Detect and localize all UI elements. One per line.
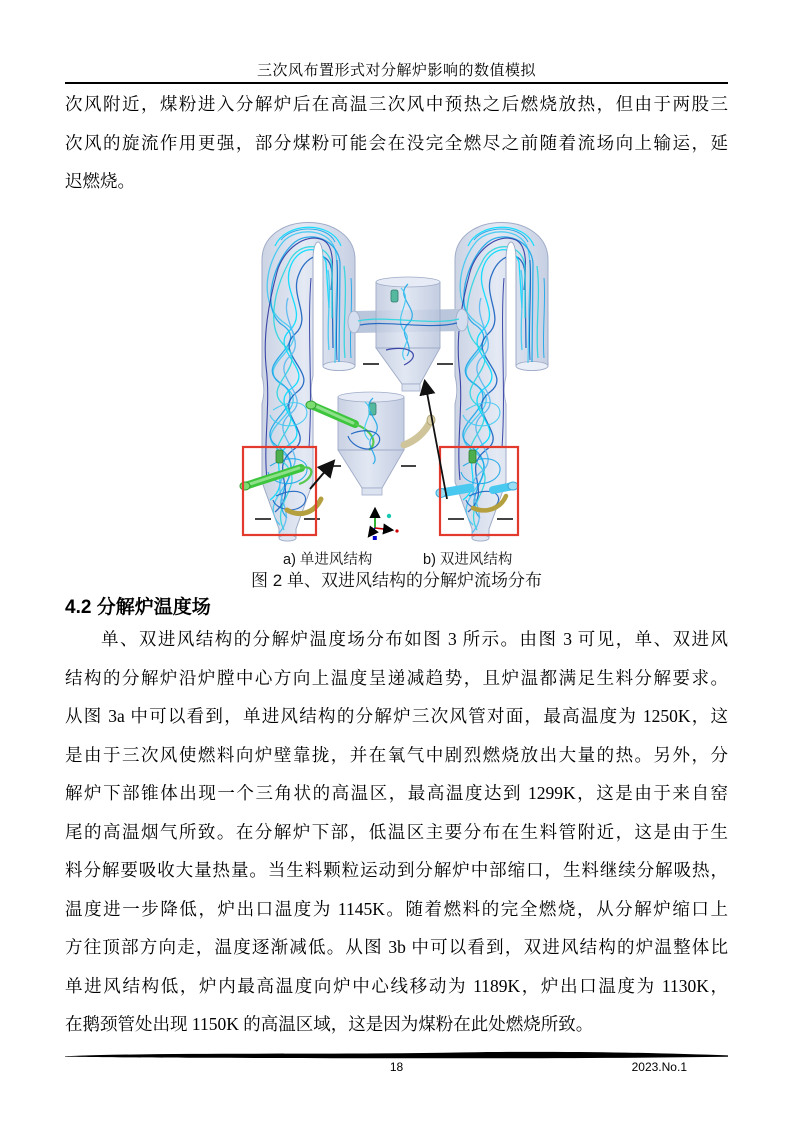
body-line: 单进风结构低，炉内最高温度向炉中心线移动为 1189K，炉出口温度为 1130K， <box>65 975 728 996</box>
coal-pipe-stub <box>469 450 476 463</box>
body-line: 单、双进风结构的分解炉温度场分布如图 3 所示。由图 3 可见，单、双进风 <box>101 629 728 649</box>
paragraph-1 <box>65 85 728 201</box>
right-gooseneck-structure <box>436 223 548 542</box>
figure-caption: 图 2 单、双进风结构的分解炉流场分布 <box>251 571 542 590</box>
body-line: 是由于三次风使燃料向炉壁靠拢，并在氧气中剧烈燃烧放出大量的热。另外，分 <box>65 744 728 765</box>
body-line: 迟燃烧。 <box>65 171 135 191</box>
body-line: 料分解要吸收大量热量。当生料颗粒运动到分解炉中部缩口，生料继续分解吸热， <box>65 860 728 880</box>
body-line: 次风的旋流作用更强，部分煤粉可能会在没完全燃尽之前随着流场向上输运，延 <box>65 132 728 153</box>
page-number: 18 <box>389 1060 404 1074</box>
coal-pipe-stub <box>276 450 283 463</box>
left-gooseneck-structure <box>240 223 355 542</box>
coordinate-axes-icon <box>369 509 399 540</box>
body-line: 次风附近，煤粉进入分解炉后在高温三次风中预热之后燃烧放热，但由于两股三 <box>65 94 728 114</box>
running-head-title: 三次风布置形式对分解炉影响的数值模拟 <box>256 63 536 79</box>
zoom-arrow-long <box>425 382 447 499</box>
figure-subcaption-b: b) 双进风结构 <box>423 552 513 568</box>
duct-open-end <box>516 362 548 371</box>
body-line: 在鹅颈管处出现 1150K 的高温区域，这是因为煤粉在此处燃烧所致。 <box>65 1014 594 1034</box>
body-line: 尾的高温烟气所致。在分解炉下部，低温区主要分布在生料管附近，这是由于生 <box>65 821 728 842</box>
body-line: 解炉下部锥体出现一个三角状的高温区，最高温度达到 1299K，这是由于来自窑 <box>65 783 728 803</box>
body-line: 温度进一步降低，炉出口温度为 1145K。随着燃料的完全燃烧，从分解炉缩口上 <box>65 898 728 919</box>
inset-detail-bottom <box>306 392 435 495</box>
body-line: 从图 3a 中可以看到，单进风结构的分解炉三次风管对面，最高温度为 1250K，这 <box>65 706 728 726</box>
inset-detail-top <box>348 277 468 391</box>
figure-2-flow-field-image <box>183 198 623 548</box>
section-heading-4-2: 4.2 分解炉温度场 <box>65 597 211 618</box>
body-line: 方往顶部方向走，温度逐渐减低。从图 3b 中可以看到，双进风结构的炉温整体比 <box>65 937 728 957</box>
footer-divider <box>65 1050 728 1059</box>
figure-subcaption-a: a) 单进风结构 <box>283 552 373 568</box>
duct-open-end <box>323 362 355 371</box>
body-line: 结构的分解炉沿炉膛中心方向上温度呈递减趋势，且炉温都满足生料分解要求。 <box>65 667 728 688</box>
paragraph-2 <box>65 620 728 1044</box>
issue-label: 2023.No.1 <box>631 1060 687 1074</box>
header-rule <box>65 82 728 84</box>
